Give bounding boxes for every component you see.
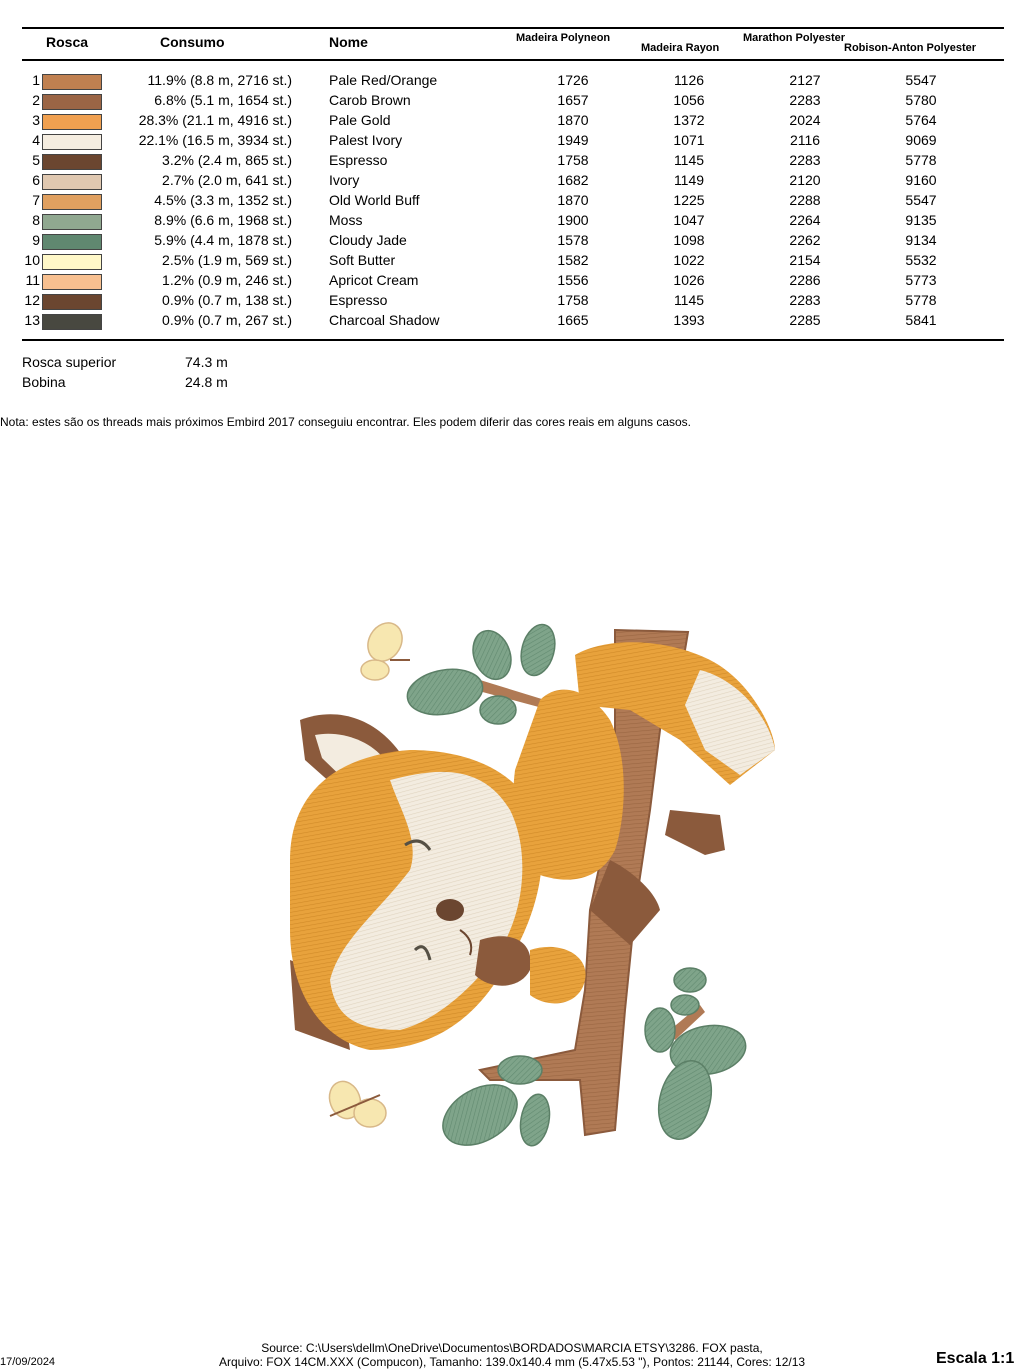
row-madeira-polyneon: 1758: [557, 292, 589, 308]
row-marathon: 2127: [789, 72, 821, 88]
row-name: Charcoal Shadow: [329, 312, 440, 328]
row-robison: 5778: [905, 152, 937, 168]
fox-embroidery-image: [230, 610, 790, 1170]
table-row: [0, 312, 1024, 332]
row-number: 10: [24, 252, 40, 268]
row-madeira-polyneon: 1556: [557, 272, 589, 288]
row-number: 4: [32, 132, 40, 148]
color-swatch: [42, 234, 102, 250]
row-marathon: 2262: [789, 232, 821, 248]
row-number: 6: [32, 172, 40, 188]
row-madeira-rayon: 1026: [673, 272, 705, 288]
row-name: Espresso: [329, 292, 388, 308]
row-name: Ivory: [329, 172, 360, 188]
header-consumo: Consumo: [160, 34, 225, 50]
color-swatch: [42, 254, 102, 270]
row-robison: 5764: [905, 112, 937, 128]
table-row: [0, 132, 1024, 152]
row-madeira-polyneon: 1870: [557, 192, 589, 208]
color-swatch: [42, 194, 102, 210]
row-robison: 5841: [905, 312, 937, 328]
row-robison: 5773: [905, 272, 937, 288]
row-madeira-rayon: 1145: [673, 152, 705, 168]
row-madeira-rayon: 1145: [673, 292, 705, 308]
row-marathon: 2154: [789, 252, 821, 268]
row-madeira-rayon: 1022: [673, 252, 705, 268]
row-madeira-polyneon: 1758: [557, 152, 589, 168]
row-number: 1: [32, 72, 40, 88]
table-row: [0, 192, 1024, 212]
row-marathon: 2024: [789, 112, 821, 128]
footer-source: Source: C:\Users\dellm\OneDrive\Documentos\BORDADOS\MARCIA ETSY\3286. FOX pasta,: [261, 1341, 763, 1355]
row-marathon: 2286: [789, 272, 821, 288]
total-bobbin-label: Bobina: [22, 374, 66, 390]
footer-scale: Escala 1:1: [936, 1350, 1015, 1367]
color-swatch: [42, 94, 102, 110]
butterfly-icon: [361, 617, 410, 680]
row-madeira-polyneon: 1726: [557, 72, 589, 88]
color-swatch: [42, 294, 102, 310]
table-row: [0, 72, 1024, 92]
row-madeira-rayon: 1056: [673, 92, 705, 108]
row-consumo: 6.8% (5.1 m, 1654 st.): [154, 92, 292, 108]
header-rosca: Rosca: [46, 34, 89, 50]
header-robison: Robison-Anton Polyester: [844, 42, 977, 54]
row-name: Palest Ivory: [329, 132, 403, 148]
table-row: [0, 272, 1024, 292]
color-swatch: [42, 214, 102, 230]
row-madeira-polyneon: 1682: [557, 172, 589, 188]
row-madeira-polyneon: 1900: [557, 212, 589, 228]
row-consumo: 1.2% (0.9 m, 246 st.): [162, 272, 292, 288]
row-marathon: 2120: [789, 172, 821, 188]
row-marathon: 2116: [789, 132, 821, 148]
row-name: Cloudy Jade: [329, 232, 407, 248]
row-name: Moss: [329, 212, 363, 228]
row-name: Apricot Cream: [329, 272, 419, 288]
table-row: [0, 292, 1024, 312]
row-robison: 9135: [905, 212, 937, 228]
row-madeira-rayon: 1149: [673, 172, 705, 188]
row-robison: 5547: [905, 72, 937, 88]
butterfly-icon-2: [324, 1077, 386, 1127]
row-robison: 5780: [905, 92, 937, 108]
row-number: 11: [25, 272, 40, 288]
table-row: [0, 112, 1024, 132]
header-nome: Nome: [329, 34, 368, 50]
table-top-rule: [22, 27, 1004, 29]
row-number: 3: [32, 112, 40, 128]
row-madeira-rayon: 1393: [673, 312, 705, 328]
color-swatch: [42, 154, 102, 170]
total-top-label: Rosca superior: [22, 354, 117, 370]
row-madeira-polyneon: 1582: [557, 252, 589, 268]
table-header-rule: [22, 59, 1004, 61]
header-marathon: Marathon Polyester: [743, 32, 846, 44]
header-madeira-rayon: Madeira Rayon: [641, 42, 720, 54]
note-text: Nota: estes são os threads mais próximos Embird 2017 conseguiu encontrar. Eles podem diferir das cores reais em alguns casos.: [0, 415, 692, 429]
color-swatch: [42, 74, 102, 90]
table-row: [0, 252, 1024, 272]
row-madeira-polyneon: 1665: [557, 312, 589, 328]
row-consumo: 8.9% (6.6 m, 1968 st.): [154, 212, 292, 228]
row-marathon: 2285: [789, 312, 821, 328]
row-number: 13: [24, 312, 40, 328]
table-row: [0, 232, 1024, 252]
row-number: 7: [32, 192, 40, 208]
table-bottom-rule: [22, 339, 1004, 341]
table-row: [0, 92, 1024, 112]
row-robison: 9134: [905, 232, 937, 248]
row-robison: 5547: [905, 192, 937, 208]
row-madeira-rayon: 1126: [673, 72, 705, 88]
row-marathon: 2288: [789, 192, 821, 208]
total-bobbin-value: 24.8 m: [185, 374, 228, 390]
row-marathon: 2283: [789, 152, 821, 168]
row-madeira-rayon: 1047: [673, 212, 705, 228]
row-consumo: 5.9% (4.4 m, 1878 st.): [154, 232, 292, 248]
row-robison: 5532: [905, 252, 937, 268]
row-marathon: 2264: [789, 212, 821, 228]
row-madeira-polyneon: 1949: [557, 132, 589, 148]
color-swatch: [42, 134, 102, 150]
row-madeira-rayon: 1098: [673, 232, 705, 248]
row-marathon: 2283: [789, 292, 821, 308]
table-row: [0, 172, 1024, 192]
row-madeira-rayon: 1225: [673, 192, 705, 208]
color-swatch: [42, 314, 102, 330]
row-consumo: 2.5% (1.9 m, 569 st.): [162, 252, 292, 268]
row-name: Pale Gold: [329, 112, 391, 128]
row-marathon: 2283: [789, 92, 821, 108]
footer-date: 17/09/2024: [0, 1356, 56, 1368]
fox-nose: [436, 899, 464, 921]
row-name: Espresso: [329, 152, 388, 168]
row-consumo: 3.2% (2.4 m, 865 st.): [162, 152, 292, 168]
row-consumo: 0.9% (0.7 m, 267 st.): [162, 312, 292, 328]
color-swatch: [42, 114, 102, 130]
color-swatch: [42, 274, 102, 290]
fox-paw: [475, 936, 531, 985]
row-robison: 5778: [905, 292, 937, 308]
table-row: [0, 152, 1024, 172]
row-name: Carob Brown: [329, 92, 411, 108]
header-madeira-polyneon: Madeira Polyneon: [516, 32, 611, 44]
row-madeira-polyneon: 1657: [557, 92, 589, 108]
row-number: 5: [32, 152, 40, 168]
row-name: Pale Red/Orange: [329, 72, 438, 88]
row-name: Old World Buff: [329, 192, 420, 208]
color-swatch: [42, 174, 102, 190]
row-robison: 9069: [905, 132, 937, 148]
total-top-value: 74.3 m: [185, 354, 228, 370]
row-number: 8: [32, 212, 40, 228]
row-consumo: 28.3% (21.1 m, 4916 st.): [138, 112, 292, 128]
row-number: 2: [32, 92, 40, 108]
row-number: 12: [24, 292, 40, 308]
row-number: 9: [32, 232, 40, 248]
table-row: [0, 212, 1024, 232]
row-consumo: 4.5% (3.3 m, 1352 st.): [154, 192, 292, 208]
footer-file: Arquivo: FOX 14CM.XXX (Compucon), Tamanho: 139.0x140.4 mm (5.47x5.53 "), Pontos: 21144, Cores: 12/13: [218, 1355, 806, 1369]
row-consumo: 0.9% (0.7 m, 138 st.): [162, 292, 292, 308]
row-consumo: 2.7% (2.0 m, 641 st.): [162, 172, 292, 188]
row-consumo: 22.1% (16.5 m, 3934 st.): [138, 132, 292, 148]
row-madeira-polyneon: 1870: [557, 112, 589, 128]
row-madeira-rayon: 1071: [673, 132, 705, 148]
row-madeira-rayon: 1372: [673, 112, 705, 128]
row-madeira-polyneon: 1578: [557, 232, 589, 248]
row-consumo: 11.9% (8.8 m, 2716 st.): [147, 72, 292, 88]
row-name: Soft Butter: [329, 252, 396, 268]
row-robison: 9160: [905, 172, 937, 188]
